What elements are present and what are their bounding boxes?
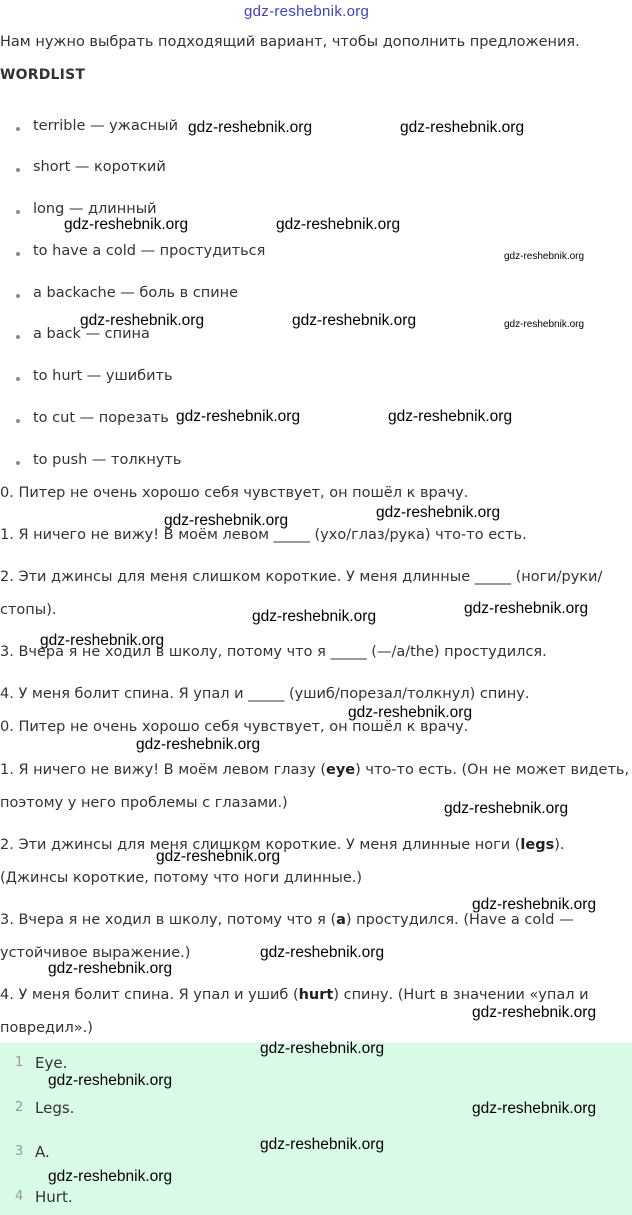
highlight-word: eye [325, 762, 356, 778]
text-span: 4. У меня болит спина. Я упал и ушиб ( [0, 987, 299, 1003]
watermark: gdz-reshebnik.org [504, 319, 585, 330]
solution-sentence-2 [0, 836, 565, 854]
answer-text: Eye. [35, 1054, 68, 1072]
watermark: gdz-reshebnik.org [64, 216, 189, 233]
solution-sentence-4 [0, 986, 589, 1004]
list-item: a back — спина [33, 326, 150, 342]
watermark: gdz-reshebnik.org [472, 896, 597, 913]
text-span: 1. Я ничего не вижу! В моём левом глазу ( [0, 762, 326, 778]
watermark: gdz-reshebnik.org [388, 408, 513, 425]
watermark: gdz-reshebnik.org [376, 504, 501, 521]
task-sentence-2-cont: стопы). [0, 602, 57, 618]
watermark: gdz-reshebnik.org [472, 1004, 597, 1021]
solution-sentence-2-cont: (Джинсы короткие, потому что ноги длинные.) [0, 870, 363, 886]
list-item: to push — толкнуть [33, 452, 182, 468]
intro-text: Нам нужно выбрать подходящий вариант, чтобы дополнить предложения. [0, 34, 580, 50]
answer-number: 3 [15, 1144, 24, 1159]
list-item: short — короткий [33, 159, 166, 175]
list-bullet [16, 252, 20, 256]
watermark: gdz-reshebnik.org [80, 312, 205, 329]
task-sentence-0: 0. Питер не очень хорошо себя чувствует, он пошёл к врачу. [0, 485, 469, 501]
answer-text: Hurt. [35, 1188, 73, 1206]
task-sentence-3: 3. Вчера я не ходил в школу, потому что я _____ (—/a/the) простудился. [0, 644, 547, 660]
watermark-top: gdz-reshebnik.org [244, 3, 370, 20]
text-span: ) простудился. (Have a cold — [345, 912, 574, 928]
list-item: to have a cold — простудиться [33, 243, 266, 259]
answer-number: 1 [15, 1055, 24, 1070]
answer-text: A. [35, 1143, 50, 1161]
list-bullet [16, 127, 20, 131]
solution-sentence-3-cont: устойчивое выражение.) [0, 945, 191, 961]
list-item: long — длинный [33, 201, 157, 217]
watermark: gdz-reshebnik.org [472, 1100, 597, 1117]
watermark: gdz-reshebnik.org [164, 512, 289, 529]
answer-number: 4 [15, 1189, 24, 1204]
list-bullet [16, 168, 20, 172]
solution-sentence-0: 0. Питер не очень хорошо себя чувствует, он пошёл к врачу. [0, 719, 469, 735]
task-sentence-1: 1. Я ничего не вижу! В моём левом _____ (ухо/глаз/рука) что-то есть. [0, 527, 527, 543]
watermark: gdz-reshebnik.org [136, 736, 261, 753]
text-span: ). [554, 837, 565, 853]
list-bullet [16, 294, 20, 298]
list-item: to hurt — ушибить [33, 368, 173, 384]
watermark: gdz-reshebnik.org [260, 944, 385, 961]
watermark: gdz-reshebnik.org [48, 960, 173, 977]
list-bullet [16, 419, 20, 423]
watermark: gdz-reshebnik.org [176, 408, 301, 425]
list-bullet [16, 210, 20, 214]
task-sentence-4: 4. У меня болит спина. Я упал и _____ (ушиб/порезал/толкнул) спину. [0, 686, 530, 702]
watermark: gdz-reshebnik.org [48, 1168, 173, 1185]
watermark: gdz-reshebnik.org [292, 312, 417, 329]
watermark: gdz-reshebnik.org [260, 1136, 385, 1153]
list-item: a backache — боль в спине [33, 285, 239, 301]
watermark: gdz-reshebnik.org [48, 1072, 173, 1089]
text-span: 2. Эти джинсы для меня слишком короткие. У меня длинные ноги ( [0, 837, 521, 853]
task-sentence-2: 2. Эти джинсы для меня слишком короткие. У меня длинные _____ (ноги/руки/ [0, 569, 603, 585]
text-span: 3. Вчера я не ходил в школу, потому что я ( [0, 912, 337, 928]
list-item: terrible — ужасный [33, 118, 179, 134]
watermark: gdz-reshebnik.org [464, 600, 589, 617]
list-bullet [16, 461, 20, 465]
watermark: gdz-reshebnik.org [276, 216, 401, 233]
answer-text: Legs. [35, 1099, 75, 1117]
answer-number: 2 [15, 1100, 24, 1115]
text-span: ) спину. (Hurt в значении «упал и [333, 987, 589, 1003]
solution-sentence-1-cont: поэтому у него проблемы с глазами.) [0, 795, 288, 811]
text-span: ) что-то есть. (Он не может видеть, [355, 762, 630, 778]
watermark: gdz-reshebnik.org [156, 848, 281, 865]
watermark: gdz-reshebnik.org [504, 251, 585, 262]
highlight-word: hurt [298, 987, 334, 1003]
watermark: gdz-reshebnik.org [40, 632, 165, 649]
highlight-word: a [336, 912, 346, 928]
solution-sentence-4-cont: повредил».) [0, 1020, 93, 1036]
watermark: gdz-reshebnik.org [188, 119, 313, 136]
watermark: gdz-reshebnik.org [252, 608, 377, 625]
list-item: to cut — порезать [33, 410, 169, 426]
watermark: gdz-reshebnik.org [348, 704, 473, 721]
list-bullet [16, 335, 20, 339]
watermark: gdz-reshebnik.org [260, 1040, 385, 1057]
highlight-word: legs [520, 837, 555, 853]
wordlist-title: WORDLIST [0, 67, 86, 83]
watermark: gdz-reshebnik.org [444, 800, 569, 817]
list-bullet [16, 377, 20, 381]
watermark: gdz-reshebnik.org [400, 119, 525, 136]
solution-sentence-1 [0, 761, 629, 779]
answer-box [0, 1043, 632, 1215]
